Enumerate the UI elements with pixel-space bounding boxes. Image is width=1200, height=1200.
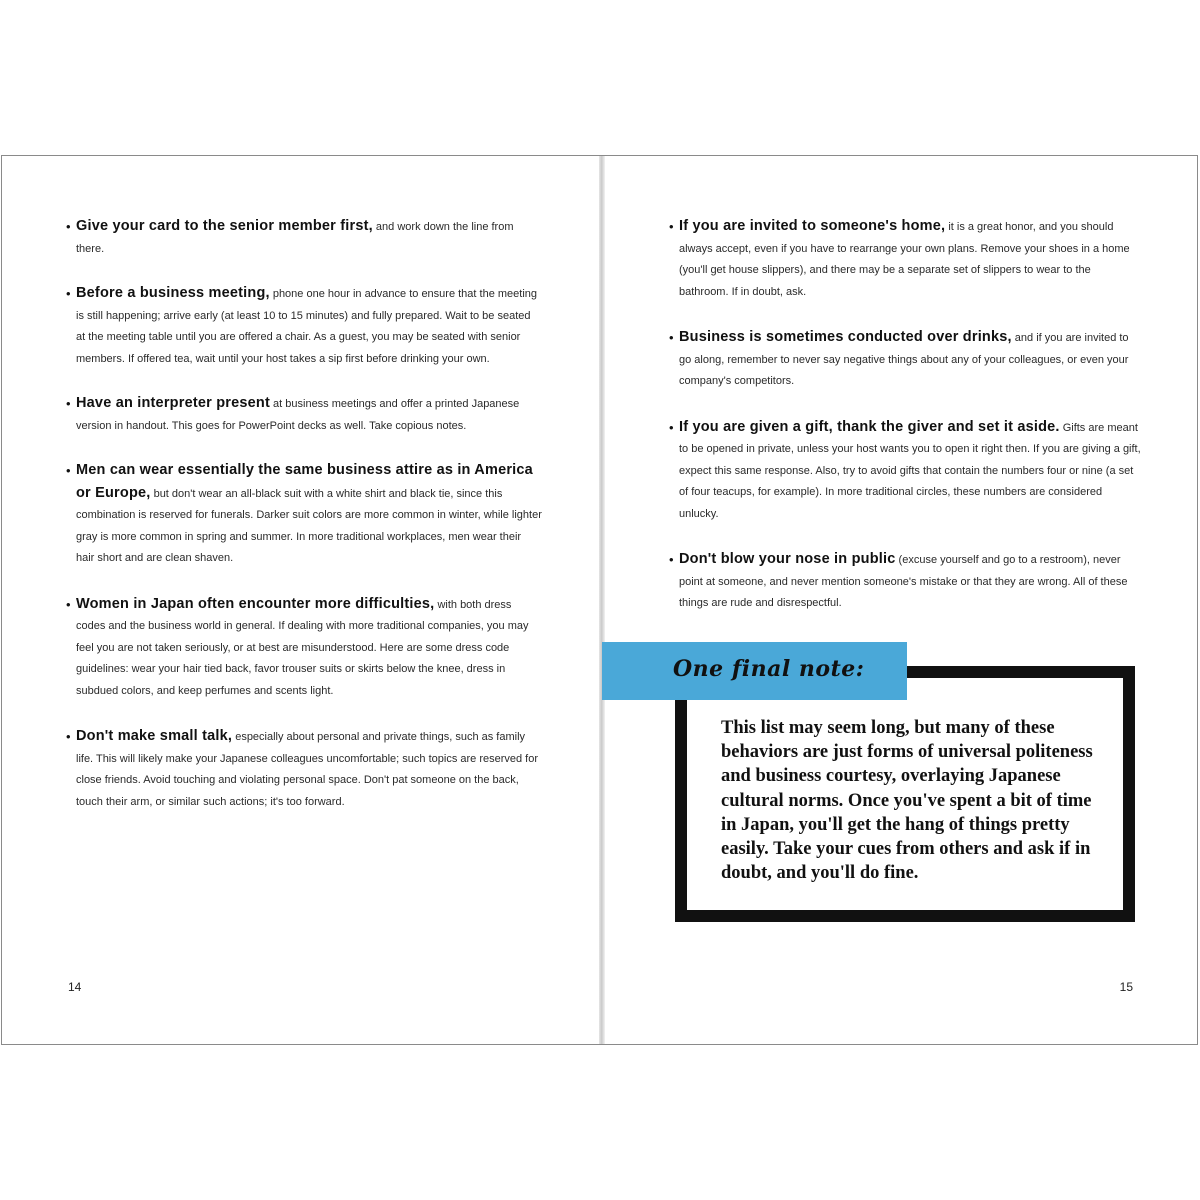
tip-text: phone one hour in advance to ensure that the meeting is still happening; arrive early (at least 10 to 15 minutes) and fully prepared. Wait to be seated at the meeting table until you are offered a chair. As a guest, you may be seated with senior members. If offered tea, wait until your host takes a sip first before drinking your own. bbox=[76, 288, 538, 365]
tip-item bbox=[667, 549, 1143, 615]
tip-text: at business meetings and offer a printed Japanese version in handout. This goes for PowerPoint decks as well. Take copious notes. bbox=[76, 398, 520, 432]
book-spread bbox=[1, 155, 1198, 1045]
tip-item bbox=[667, 417, 1143, 526]
page-number-left: 14 bbox=[68, 980, 82, 994]
tip-item bbox=[64, 216, 542, 260]
tip-item bbox=[64, 726, 542, 813]
tip-lead: If you are invited to someone's home, bbox=[679, 218, 946, 234]
tip-text: and if you are invited to go along, remember to never say negative things about any of your colleagues, or even your company's competitors. bbox=[679, 332, 1129, 387]
tip-lead: If you are given a gift, thank the giver and set it aside. bbox=[679, 418, 1060, 435]
left-page bbox=[2, 156, 599, 1044]
tip-text: (excuse yourself and go to a restroom), never point at someone, and never mention someone's mistake or that they are wrong. All of these things are rude and disrespectful. bbox=[679, 554, 1128, 609]
tip-lead: Don't blow your nose in public bbox=[679, 551, 896, 567]
tip-lead: Business is sometimes conducted over drinks, bbox=[679, 329, 1012, 345]
tip-lead: Don't make small talk, bbox=[76, 728, 233, 744]
tip-text: but don't wear an all-black suit with a white shirt and black tie, since this combination is reserved for funerals. Darker suit colors are more common in winter, while lighter gray is more common in spring and summer. In more traditional workplaces, men wear their hair short and are clean shaven. bbox=[76, 487, 542, 564]
tip-lead: Give your card to the senior member first, bbox=[76, 218, 373, 234]
left-column bbox=[64, 216, 542, 813]
right-column bbox=[667, 216, 1143, 615]
tip-item bbox=[64, 283, 542, 370]
tip-lead: Have an interpreter present bbox=[76, 395, 270, 411]
tip-item bbox=[64, 594, 542, 703]
right-page bbox=[605, 156, 1199, 1044]
tip-text: Gifts are meant to be opened in private, unless your host wants you to open it right then. If you are giving a gift, expect this same response. Also, try to avoid gifts that contain the numbers four or nine (a set of four teacups, for example). In more traditional circles, these numbers are considered unlucky. bbox=[679, 421, 1141, 520]
tip-text: and work down the line from there. bbox=[76, 221, 514, 255]
tip-lead: Men can wear essentially the same business attire as in America or Europe, bbox=[76, 462, 533, 501]
tip-text: especially about personal and private things, such as family life. This will likely make your Japanese colleagues uncomfortable; such topics are reserved for close friends. Avoid touching and violating personal space. Don't pat someone on the back, touch their arm, or similar such actions; it's too forward. bbox=[76, 731, 539, 808]
tip-text: with both dress codes and the business world in general. If dealing with more traditional companies, you may feel you are not taken seriously, or at best are misunderstood. Here are some dress code guidelines: wear your hair tied back, favor trouser suits or skirts below the knee, dress in subdued colors, and keep perfumes and scents light. bbox=[76, 598, 529, 697]
tip-lead: Women in Japan often encounter more difficulties, bbox=[76, 595, 435, 612]
tip-lead: Before a business meeting, bbox=[76, 285, 270, 301]
final-note-title: One final note: bbox=[673, 656, 865, 682]
tip-item bbox=[667, 216, 1143, 303]
tip-item bbox=[64, 460, 542, 570]
final-note-text: This list may seem long, but many of these behaviors are just forms of universal politeness and business courtesy, overlaying Japanese cultural norms. Once you've spent a bit of time in Japan, you'll get the hang of things pretty easily. Take your cues from others and ask if in doubt, and you'll do fine. bbox=[721, 718, 1093, 884]
page-number-right: 15 bbox=[1119, 980, 1133, 994]
tip-item bbox=[64, 393, 542, 437]
tip-text: it is a great honor, and you should always accept, even if you have to rearrange your own plans. Remove your shoes in a home (you'll get house slippers), and there may be a separate set of slippers to wear to the bathroom. If in doubt, ask. bbox=[679, 221, 1130, 298]
tip-item bbox=[667, 327, 1143, 393]
